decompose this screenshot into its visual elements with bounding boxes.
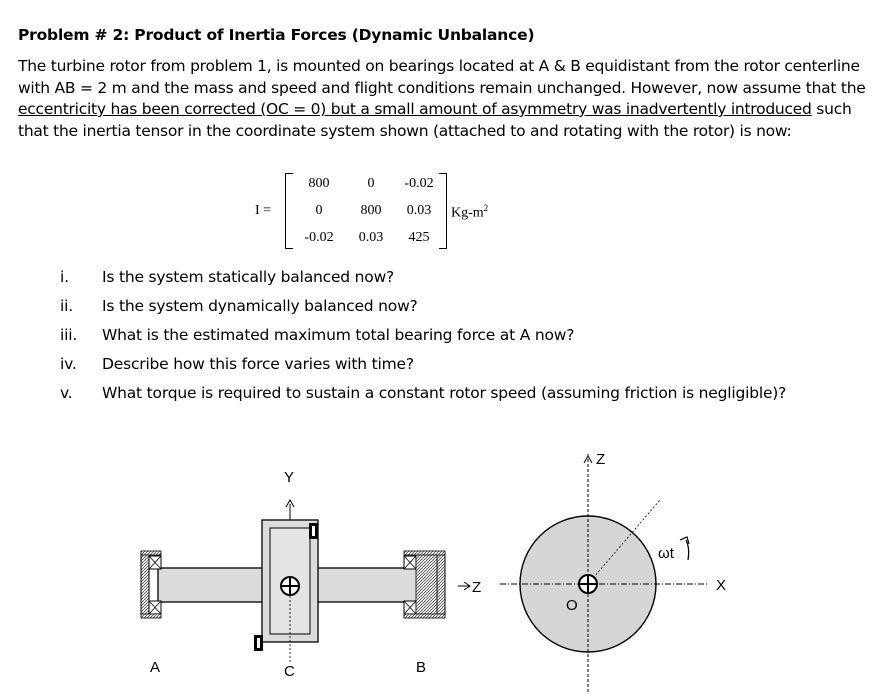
question-number: i. [60,268,69,286]
inertia-tensor [255,170,545,252]
tensor-symbol: I = [255,203,272,218]
matrix-cell-r3c1: -0.02 [304,230,334,245]
end-z-label: Z [596,451,606,468]
end-view [500,451,726,694]
question-text: What torque is required to sustain a constant rotor speed (assuming friction is negligible)? [102,384,787,402]
question-number: iii. [60,326,78,344]
question-number: iv. [60,355,77,373]
side-view [141,469,481,680]
bearing-b-cap-bottom [404,614,445,618]
matrix-cell-r1c1: 800 [308,176,330,191]
matrix-cell-r2c3: 0.03 [406,203,432,218]
bearing-b-label: B [416,659,427,676]
units-base: Kg-m [451,205,484,221]
matrix-units [451,203,488,222]
omega-t-label: ωt [658,545,674,562]
problem-description [18,56,868,142]
description-text-1: The turbine rotor from problem 1, is mounted on bearings located at A & B equidistant from the rotor centerline with AB = 2 m and the mass and speed and flight conditions remain unchanged. However, now assume that the [18,57,866,97]
bearing-a-housing [141,553,149,615]
question-text: What is the estimated maximum total bearing force at A now? [102,326,575,344]
end-x-label: X [716,577,727,594]
question-number: ii. [60,297,73,315]
bearing-b-cap-top [404,551,445,555]
units-exponent: 2 [483,203,489,213]
balance-weight-top-slot [312,526,315,536]
balance-weight-bottom-slot [257,638,260,648]
bearing-a-label: A [150,659,161,676]
bearing-b-housing [437,553,445,615]
description-underlined: eccentricity has been corrected (OC = 0) but a small amount of asymmetry was inadvertently introduced [18,100,812,118]
bearing-b-block [416,553,437,615]
z-axis-label: Z [472,579,482,596]
origin-o-label: O [566,597,578,614]
question-text: Is the system dynamically balanced now? [102,297,418,315]
bearing-a-cap-top [141,551,161,555]
bearing-a-cap-bottom [141,614,161,618]
question-number: v. [60,384,73,402]
question-text: Describe how this force varies with time? [102,355,414,373]
matrix-cell-r3c2: 0.03 [358,230,384,245]
center-c-label: C [284,663,295,680]
matrix-left-bracket [285,173,293,249]
description-text-2: such that the inertia tensor in the coordinate system shown (attached to and rotating with the rotor) is now: [18,100,852,140]
y-axis-label: Y [284,469,295,486]
matrix-cell-r2c2: 800 [360,203,382,218]
problem-title: Problem # 2: Product of Inertia Forces (Dynamic Unbalance) [18,26,535,44]
question-text: Is the system statically balanced now? [102,268,395,286]
matrix-cell-r3c3: 425 [408,230,430,245]
matrix-cell-r1c3: -0.02 [404,176,434,191]
matrix-cell-r1c2: 0 [367,176,375,191]
rotor-figure [0,420,883,694]
matrix-cell-r2c1: 0 [315,203,323,218]
